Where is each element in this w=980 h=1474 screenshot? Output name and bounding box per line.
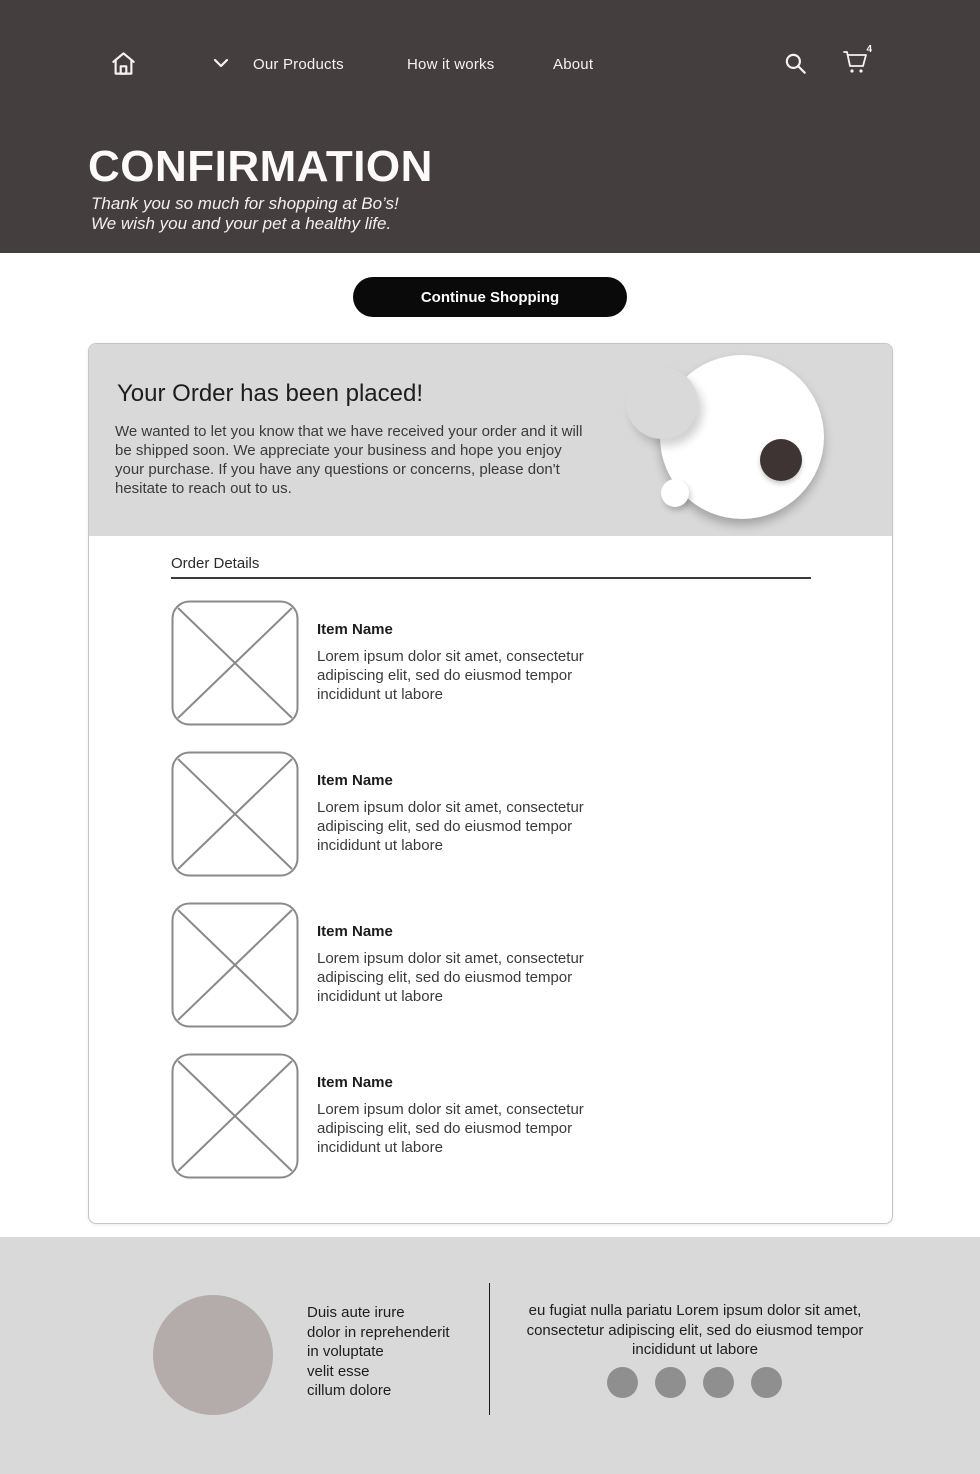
item-text — [317, 902, 617, 1028]
order-placed-message: We wanted to let you know that we have received your order and it will be shipped soon. We appreciate your business and hope you enjoy your purchase. If you have any questions or concerns, please don't hesitate to reach out to us. — [115, 423, 583, 497]
order-item — [171, 751, 892, 877]
footer-left-line: cillum dolore — [307, 1382, 392, 1399]
order-details-section — [89, 536, 892, 1223]
home-icon[interactable] — [110, 50, 137, 82]
brand-logo-placeholder — [153, 1295, 273, 1415]
order-placed-heading: Your Order has been placed! — [117, 380, 423, 407]
order-item — [171, 902, 892, 1028]
footer — [0, 1237, 980, 1474]
item-text — [317, 1053, 617, 1179]
footer-left-line: velit esse — [307, 1362, 370, 1380]
top-nav — [0, 0, 980, 96]
item-description: Lorem ipsum dolor sit amet, consectetur adipiscing elit, sed do eiusmod tempor incididunt ut labore — [317, 648, 584, 703]
nav-link-our-products[interactable]: Our Products — [253, 56, 344, 73]
hero-subtitle-line1: Thank you so much for shopping at Bo’s! — [91, 194, 399, 213]
decorative-small-circle — [661, 479, 689, 507]
decorative-bite-circle — [626, 367, 698, 439]
item-image-placeholder — [171, 902, 299, 1028]
item-name: Item Name — [317, 1074, 393, 1091]
order-item — [171, 1053, 892, 1179]
order-details-divider — [171, 577, 811, 579]
item-text — [317, 600, 617, 726]
hero-subtitle-line2: We wish you and your pet a healthy life. — [91, 214, 392, 233]
order-card — [88, 343, 893, 1224]
item-name: Item Name — [317, 923, 393, 940]
hero-subtitle — [91, 194, 399, 234]
page-title: CONFIRMATION — [88, 142, 433, 191]
cart-icon[interactable] — [840, 44, 870, 81]
social-icon[interactable] — [655, 1367, 686, 1398]
social-icon[interactable] — [703, 1367, 734, 1398]
item-text — [317, 751, 617, 877]
cart-count-badge: 4 — [866, 44, 872, 55]
continue-shopping-button[interactable]: Continue Shopping — [353, 277, 627, 317]
item-description: Lorem ipsum dolor sit amet, consectetur adipiscing elit, sed do eiusmod tempor incididunt ut labore — [317, 1101, 584, 1156]
search-icon[interactable] — [782, 50, 808, 81]
item-name: Item Name — [317, 772, 393, 789]
footer-divider — [489, 1283, 490, 1415]
footer-left-line: dolor in reprehenderit — [307, 1323, 450, 1341]
nav-link-about[interactable]: About — [553, 56, 594, 73]
order-item — [171, 600, 892, 726]
item-name: Item Name — [317, 621, 393, 638]
footer-left-line: Duis aute irure — [307, 1304, 405, 1321]
item-description: Lorem ipsum dolor sit amet, consectetur adipiscing elit, sed do eiusmod tempor incididunt ut labore — [317, 799, 584, 854]
decorative-eye-circle — [760, 439, 802, 481]
footer-left-text — [307, 1303, 450, 1401]
social-icon[interactable] — [607, 1367, 638, 1398]
footer-right-text: eu fugiat nulla pariatu Lorem ipsum dolor sit amet, consectetur adipiscing elit, sed do eiusmod tempor incididunt ut labore — [526, 1302, 864, 1358]
header — [0, 0, 980, 253]
chevron-down-icon[interactable] — [213, 56, 229, 74]
nav-link-how-it-works[interactable]: How it works — [407, 56, 495, 73]
item-description: Lorem ipsum dolor sit amet, consectetur adipiscing elit, sed do eiusmod tempor incididunt ut labore — [317, 950, 584, 1005]
item-image-placeholder — [171, 600, 299, 726]
item-image-placeholder — [171, 1053, 299, 1179]
order-card-header — [89, 344, 892, 536]
order-details-title: Order Details — [171, 555, 260, 572]
item-image-placeholder — [171, 751, 299, 877]
footer-left-line: in voluptate — [307, 1343, 384, 1360]
social-icon[interactable] — [751, 1367, 782, 1398]
social-links — [607, 1367, 782, 1398]
